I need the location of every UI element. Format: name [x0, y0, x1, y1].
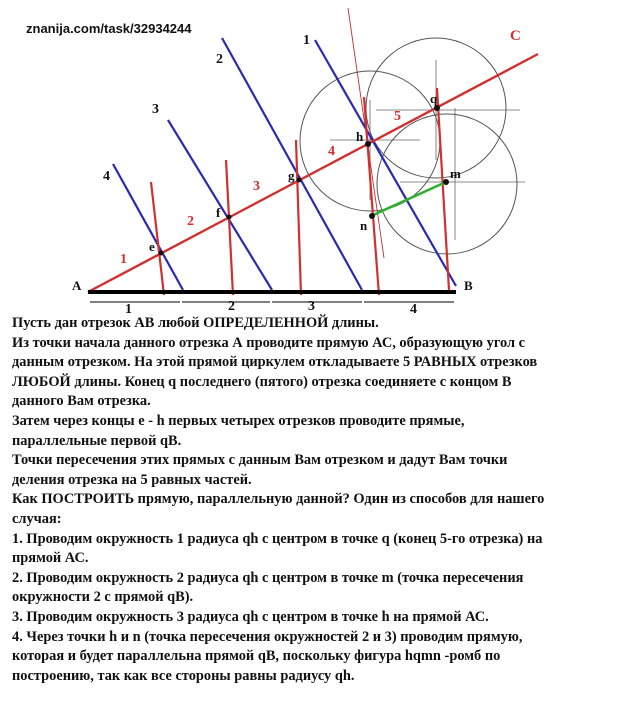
text-line: Пусть дан отрезок АВ любой ОПРЕДЕЛЕННОЙ длины.	[12, 315, 379, 331]
line-number-2: 2	[216, 52, 223, 67]
label-C: C	[510, 28, 521, 44]
base-number-2: 2	[228, 299, 235, 314]
base-number-3: 3	[308, 299, 315, 314]
segment-number-2: 2	[187, 214, 194, 229]
red-line-f	[226, 160, 233, 295]
text-line: данным отрезком. На этой прямой циркулем откладываете 5 РАВНЫХ отрезков	[12, 354, 538, 371]
line-number-1: 1	[303, 33, 310, 48]
text-line: Точки пересечения этих прямых с данным Вам отрезком и дадут Вам точки	[12, 452, 508, 469]
text-line: 2. Проводим окружность 2 радиуса qh с центром в точке m (точка пересечения	[12, 569, 524, 586]
site-reference: znanija.com/task/32934244	[26, 21, 192, 36]
point-e	[159, 251, 164, 256]
base-number-1: 1	[125, 302, 132, 317]
explanation-text	[12, 314, 632, 686]
blue-line-2	[222, 38, 362, 290]
point-n	[369, 213, 375, 219]
text-line: Затем через концы e - h первых четырех отрезков проводите прямые,	[12, 412, 465, 429]
segment-number-5: 5	[394, 109, 401, 124]
text-line: которая и будет параллельна прямой qB, поскольку фигура hqmn -ромб по	[12, 648, 501, 665]
label-n: n	[360, 218, 368, 233]
green-segment-nm	[371, 182, 446, 216]
label-g: g	[288, 168, 295, 183]
point-h	[365, 141, 371, 147]
segment-number-4: 4	[328, 144, 335, 159]
label-f: f	[216, 205, 221, 220]
point-g	[297, 178, 302, 183]
label-m: m	[450, 166, 461, 181]
text-line: построению, так как все стороны равны радиусу qh.	[12, 667, 355, 684]
label-q: q	[430, 91, 438, 106]
point-f	[227, 215, 232, 220]
blue-line-1	[315, 40, 456, 286]
text-line: прямой АС.	[12, 550, 89, 567]
construction-figure	[0, 0, 640, 320]
label-h: h	[356, 129, 364, 144]
text-line: 1. Проводим окружность 1 радиуса qh с центром в точке q (конец 5-го отрезка) на	[12, 530, 543, 547]
text-line: ЛЮБОЙ длины. Конец q последнего (пятого) отрезка соединяете с концом В	[12, 373, 512, 390]
text-line: 3. Проводим окружность 3 радиуса qh с центром в точке h на прямой АС.	[12, 608, 489, 625]
label-A: A	[72, 278, 82, 293]
label-B: B	[464, 278, 473, 293]
text-line: окружности 2 с прямой qB).	[12, 589, 194, 606]
line-number-3: 3	[152, 102, 159, 117]
point-m	[443, 179, 449, 185]
label-e: e	[149, 239, 155, 254]
ray-AC	[88, 54, 538, 292]
segment-number-3: 3	[253, 179, 260, 194]
text-line: параллельные первой qB.	[12, 432, 182, 449]
base-number-4: 4	[410, 302, 417, 317]
text-line: данного Вам отрезка.	[12, 393, 151, 410]
red-line-g	[296, 140, 301, 295]
text-line: деления отрезка на 5 равных частей.	[12, 471, 252, 488]
text-line: Из точки начала данного отрезка А проводите прямую АС, образующую угол с	[12, 334, 526, 351]
line-number-4: 4	[103, 169, 110, 184]
blue-line-4	[113, 164, 183, 290]
red-line-h	[364, 97, 379, 295]
text-line: Как ПОСТРОИТЬ прямую, параллельную данной? Один из способов для нашего	[12, 491, 545, 508]
text-line: случая:	[12, 510, 62, 527]
red-line-q	[437, 88, 449, 290]
red-construction-lines	[151, 88, 449, 295]
segment-number-1: 1	[120, 252, 127, 267]
text-line: 4. Через точки h и n (точка пересечения окружностей 2 и 3) проводим прямую,	[12, 628, 523, 645]
